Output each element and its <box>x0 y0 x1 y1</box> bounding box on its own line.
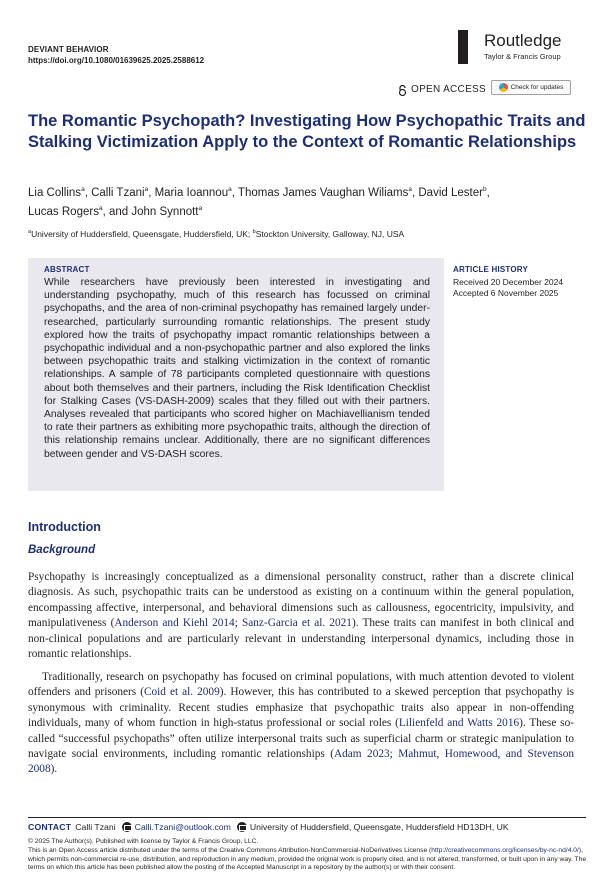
contact-address: University of Huddersfield, Queensgate, Huddersfield HD13DH, UK <box>249 822 509 832</box>
contact-line <box>28 821 509 833</box>
publisher-logo[interactable] <box>458 30 588 66</box>
paragraph-text: Psychopathy is increasingly conceptualized as a dimensional personality construct, rather than a discrete clinical diagnosis. As such, psychopathic traits can be understood as existing on a continuum within the general population, encompassing affective, interpersonal, and behavioral dimensions such as callousness, egocentricity, impulsivity, and manipulativeness ( <box>28 571 574 630</box>
license-link[interactable]: http://creativecommons.org/licenses/by-nc-nd/4.0/ <box>431 846 579 854</box>
affiliation-b: Stockton University, Galloway, NJ, USA <box>255 229 405 239</box>
author-name[interactable]: Thomas James Vaughan Wiliams <box>237 187 409 199</box>
check-for-updates-label: Check for updates <box>510 84 564 91</box>
author-name[interactable]: Lia Collins <box>28 187 82 199</box>
open-lock-icon <box>398 85 407 96</box>
author-affiliation-mark: a <box>81 186 85 193</box>
author-separator: , <box>84 187 92 199</box>
author-affiliation-mark: a <box>144 186 149 193</box>
author-name[interactable]: Calli Tzani <box>91 187 145 199</box>
author-separator: , <box>148 187 155 199</box>
copyright-notice <box>28 838 588 873</box>
section-heading-introduction: Introduction <box>28 520 101 534</box>
affiliation-mark-b: b <box>252 229 256 235</box>
email-icon <box>122 822 132 832</box>
license-text-part: This is an Open Access article distributed under the terms of the Creative Commons Attribution-NonCommercial-NoDerivatives License ( <box>28 846 432 854</box>
author-affiliation-mark: a <box>198 205 203 212</box>
subsection-heading-background: Background <box>28 544 96 556</box>
abstract-text: While researchers have previously been interested in investigating and understanding psychopathy, much of this research has focussed on criminal psychopaths, and the area of non-criminal psychopathy has remained largely under-researched, particularly surrounding romantic relationships. The present study explored how the traits of psychopathy impact romantic relationships between a psychopathic individual and a non-psychopathic partner and also explored the links between psychopathic traits and stalking victimization in the context of romantic relationships. A sample of 78 participants completed questionnaire with questions about both themselves and their partners, including the Risk Identification Checklist for Stalking Cases (VS-DASH-2009) scales that they filled out with their partners. Analyses revealed that participants who scored higher on Machiavellianism tended to rate their partners as exhibiting more psychopathic traits, although the direction of this relationship remains unclear. Additionally, there are no significant differences between gender and VS-DASH scores. <box>44 277 430 460</box>
citation-link[interactable]: Adam 2023 <box>333 748 390 761</box>
open-access-label <box>398 84 486 96</box>
author-name[interactable]: Lucas Rogers <box>28 206 99 218</box>
author-separator: , <box>231 187 238 199</box>
check-for-updates-button[interactable] <box>491 80 571 95</box>
author-list <box>28 182 588 220</box>
doi-link[interactable]: https://doi.org/10.1080/01639625.2025.2588612 <box>28 56 205 65</box>
paragraph-text: ; <box>389 748 399 761</box>
paragraph-1 <box>28 570 574 662</box>
citation-link[interactable]: Coid et al. 2009 <box>143 686 220 699</box>
paragraph-text: Traditionally, research on psychopathy has focused on criminal populations, with much attention devoted to violent offenders and prisoners ( <box>28 671 574 699</box>
author-name[interactable]: John Synnott <box>131 206 199 218</box>
publisher-subtitle: Taylor & Francis Group <box>484 52 561 61</box>
address-icon <box>237 822 247 832</box>
crossmark-icon <box>499 83 508 92</box>
paragraph-2 <box>28 670 574 778</box>
author-affiliation-mark: a <box>408 186 412 193</box>
affiliations <box>28 227 588 240</box>
license-text-part: ), which permits non-commercial re-use, distribution, and reproduction in any medium, provided the original work is properly cited, and is not altered, transformed, or built upon in any way. The terms on which this article has been published allow the posting of the Accepted Manuscript in a repository by the author(s) or with their consent. <box>28 846 587 872</box>
routledge-logo-icon <box>458 30 476 64</box>
author-affiliation-mark: a <box>98 205 103 212</box>
citation-link[interactable]: Lilienfeld and Watts 2016 <box>398 717 520 730</box>
article-history-heading: ARTICLE HISTORY <box>453 265 529 274</box>
citation-link[interactable]: Anderson and Kiehl 2014 <box>114 617 235 630</box>
author-affiliation-mark: a <box>228 186 232 193</box>
author-separator: , <box>486 187 490 199</box>
citation-link[interactable]: Sanz-Garcia et al. 2021 <box>241 617 352 630</box>
journal-name: DEVIANT BEHAVIOR <box>28 45 109 54</box>
accepted-date: Accepted 6 November 2025 <box>453 288 559 298</box>
license-text <box>28 847 588 873</box>
citation-link[interactable]: Mahmut, Homewood, and Stevenson 2008 <box>28 748 574 776</box>
author-name[interactable]: David Lester <box>418 187 483 199</box>
paragraph-text: ). These traits can manifest in both clinical and non-clinical populations and are particularly relevant in understanding interpersonal dynamics, including those in romantic relationships. <box>28 617 574 661</box>
author-separator: , <box>411 187 419 199</box>
footer-divider <box>28 817 586 818</box>
paragraph-text: ). These so-called “successful psychopaths” often utilize interpersonal traits such as superficial charm or strategic manipulation to navigate social environments, including romantic relationships ( <box>28 717 574 761</box>
paragraph-text: ; <box>234 617 242 630</box>
contact-name: Calli Tzani <box>75 822 116 832</box>
publisher-name: Routledge <box>484 31 562 50</box>
contact-label: CONTACT <box>28 822 72 832</box>
affiliation-mark-a: a <box>28 229 32 235</box>
abstract-heading: ABSTRACT <box>44 265 90 274</box>
open-access-text: OPEN ACCESS <box>411 84 486 95</box>
paragraph-text: ). However, this has contributed to a skewed perception that psychopathy is synonymous with criminality. Recent studies emphasize that psychopathic traits also appear in non-offending individuals, many of whom function in high-status professional or social roles ( <box>28 686 574 730</box>
author-affiliation-mark: b <box>482 186 487 193</box>
author-name[interactable]: Maria Ioannou <box>154 187 229 199</box>
copyright-line: © 2025 The Author(s). Published with license by Taylor & Francis Group, LLC. <box>28 838 259 845</box>
affiliation-a: University of Huddersfield, Queensgate, Huddersfield, UK; <box>31 229 253 239</box>
article-title: The Romantic Psychopath? Investigating How Psychopathic Traits and Stalking Victimization Apply to the Context of Romantic Relationships <box>28 112 586 151</box>
received-date: Received 20 December 2024 <box>453 277 564 287</box>
contact-email-link[interactable]: Calli.Tzani@outlook.com <box>134 822 231 832</box>
author-separator: , and <box>102 206 132 218</box>
paragraph-text: ). <box>50 763 58 776</box>
